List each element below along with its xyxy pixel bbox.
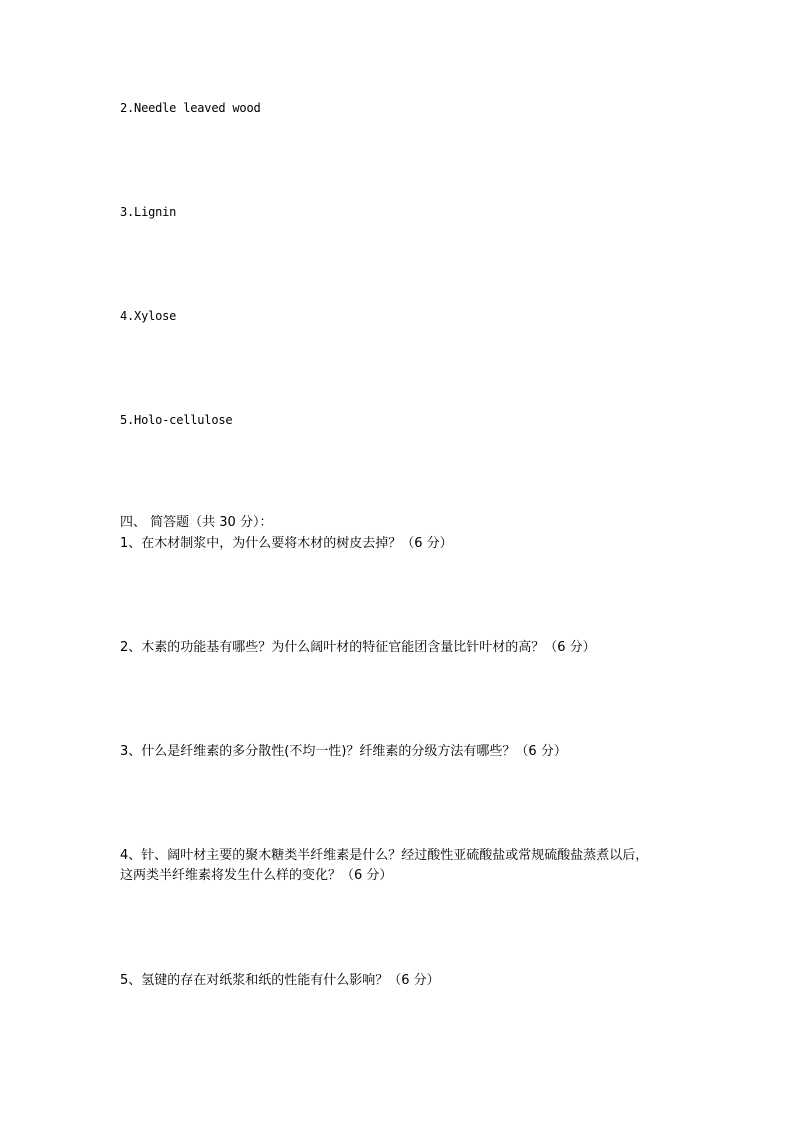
term-lignin: 3.Lignin [120,205,177,219]
term-xylose: 4.Xylose [120,309,177,323]
question-3: 3、什么是纤维素的多分散性(不均一性)？纤维素的分级方法有哪些？（6 分） [120,744,567,759]
section-heading: 四、 简答题（共 30 分）： [120,515,273,530]
question-1: 1、在木材制浆中，为什么要将木材的树皮去掉？（6 分） [120,536,453,551]
term-holo-cellulose: 5.Holo-cellulose [120,413,233,427]
question-4-line-1: 4、针、阔叶材主要的聚木糖类半纤维素是什么？经过酸性亚硫酸盐或常规硫酸盐蒸煮以后， [120,848,649,863]
question-5: 5、氢键的存在对纸浆和纸的性能有什么影响？（6 分） [120,973,440,988]
term-needle-leaved-wood: 2.Needle leaved wood [120,101,261,115]
question-2: 2、木素的功能基有哪些？为什么阔叶材的特征官能团含量比针叶材的高？（6 分） [120,640,596,655]
question-4-line-2: 这两类半纤维素将发生什么样的变化？（6 分） [120,868,393,883]
